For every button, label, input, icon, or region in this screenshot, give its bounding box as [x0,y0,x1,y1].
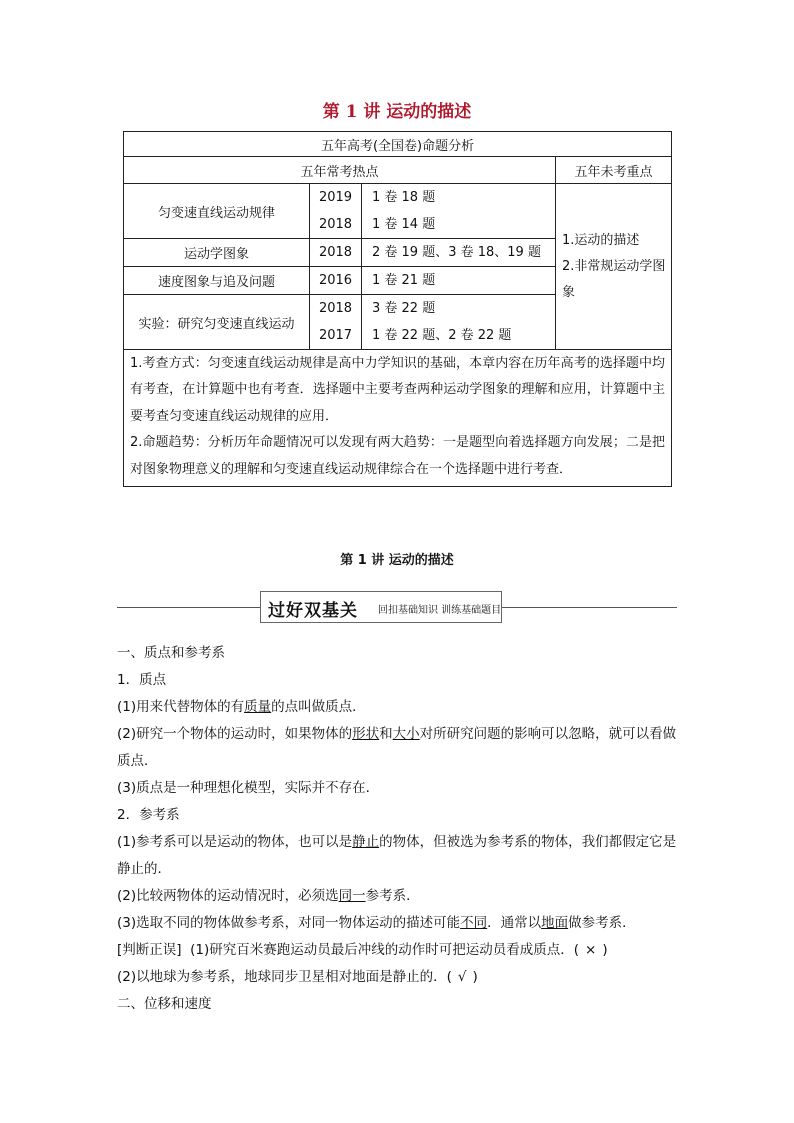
year-cell: 2019 2018 [310,184,362,239]
focus-item: 2.非常规运动学图象 [562,258,666,300]
subsection-heading: 2．参考系 [117,807,180,823]
keyword: 静止 [352,834,380,850]
lesson-body [117,640,679,1018]
question-cell: 1 卷 21 题 [362,267,556,295]
banner-rule-left [117,607,260,608]
judgment-item: (2)以地球为参考系，地球同步卫星相对地面是静止的．( √ ) [117,964,679,991]
note-paragraph: 2.命题趋势：分析历年命题情况可以发现有两大趋势：一是题型向着选择题方向发展；二是把对图象物理意义的理解和匀变速直线运动规律综合在一个选择题中进行考查． [130,435,666,477]
topic-cell: 实验：研究匀变速直线运动 [124,295,310,350]
table-row [124,184,672,239]
correct-mark: √ [457,969,467,985]
paragraph: (3)质点是一种理想化模型，实际并不存在． [117,780,380,796]
paragraph: (3)选取不同的物体做参考系，对同一物体运动的描述可能不同．通常以地面做参考系． [117,915,636,931]
judgment-label: [判断正误] [117,942,182,958]
analysis-table [123,131,672,487]
banner-subtitle: 回扣基础知识 训练基础题目 [378,605,502,616]
year-cell: 2018 2017 [310,295,362,350]
analysis-notes [124,350,672,487]
focus-item: 1.运动的描述 [562,232,640,248]
question-cell: 2 卷 19 题、3 卷 18、19 题 [362,239,556,267]
paragraph: (2)比较两物体的运动情况时，必须选同一参考系． [117,888,420,904]
topic-cell: 匀变速直线运动规律 [124,184,310,239]
paragraph: (2)研究一个物体的运动时，如果物体的形状和大小对所研究问题的影响可以忽略，就可以看做质点． [117,726,677,769]
question-cell: 3 卷 22 题 1 卷 22 题、2 卷 22 题 [362,295,556,350]
lesson-title: 第 1 讲 运动的描述 [340,553,454,568]
topic-cell: 速度图象与追及问题 [124,267,310,295]
paragraph: (1)参考系可以是运动的物体，也可以是静止的物体，但被选为参考系的物体，我们都假定它是静止的． [117,834,677,877]
keyword: 大小 [392,726,420,742]
keyword: 形状 [352,726,380,742]
note-paragraph: 1.考查方式：匀变速直线运动规律是高中力学知识的基础，本章内容在历年高考的选择题中均有考查，在计算题中也有考查．选择题中主要考查两种运动学图象的理解和应用，计算题中主要考查匀变速直线运动规律的应用． [130,356,666,424]
year-cell: 2018 [310,239,362,267]
judgment-item: [判断正误] (1)研究百米赛跑运动员最后冲线的动作时可把运动员看成质点．( × ) [117,937,679,964]
page-title: 第 1 讲 运动的描述 [322,102,472,122]
paragraph: (1)用来代替物体的有质量的点叫做质点． [117,699,366,715]
keyword: 不同 [460,915,488,931]
section-heading: 二、位移和速度 [117,996,212,1012]
section-heading: 一、质点和参考系 [117,645,225,661]
wrong-mark: × [585,942,597,958]
keyword: 同一 [338,888,366,904]
banner-title: 过好双基关 [268,601,358,621]
focus-cell [556,184,672,350]
year-cell: 2016 [310,267,362,295]
table-header: 五年高考(全国卷)命题分析 [124,132,672,157]
banner-rule-right [502,607,677,608]
keyword: 质量 [244,699,272,715]
question-cell: 1 卷 18 题 1 卷 14 题 [362,184,556,239]
subsection-heading: 1．质点 [117,672,167,688]
keyword: 地面 [541,915,569,931]
col-focus-header: 五年未考重点 [556,157,672,184]
col-hot-header: 五年常考热点 [124,157,556,184]
topic-cell: 运动学图象 [124,239,310,267]
